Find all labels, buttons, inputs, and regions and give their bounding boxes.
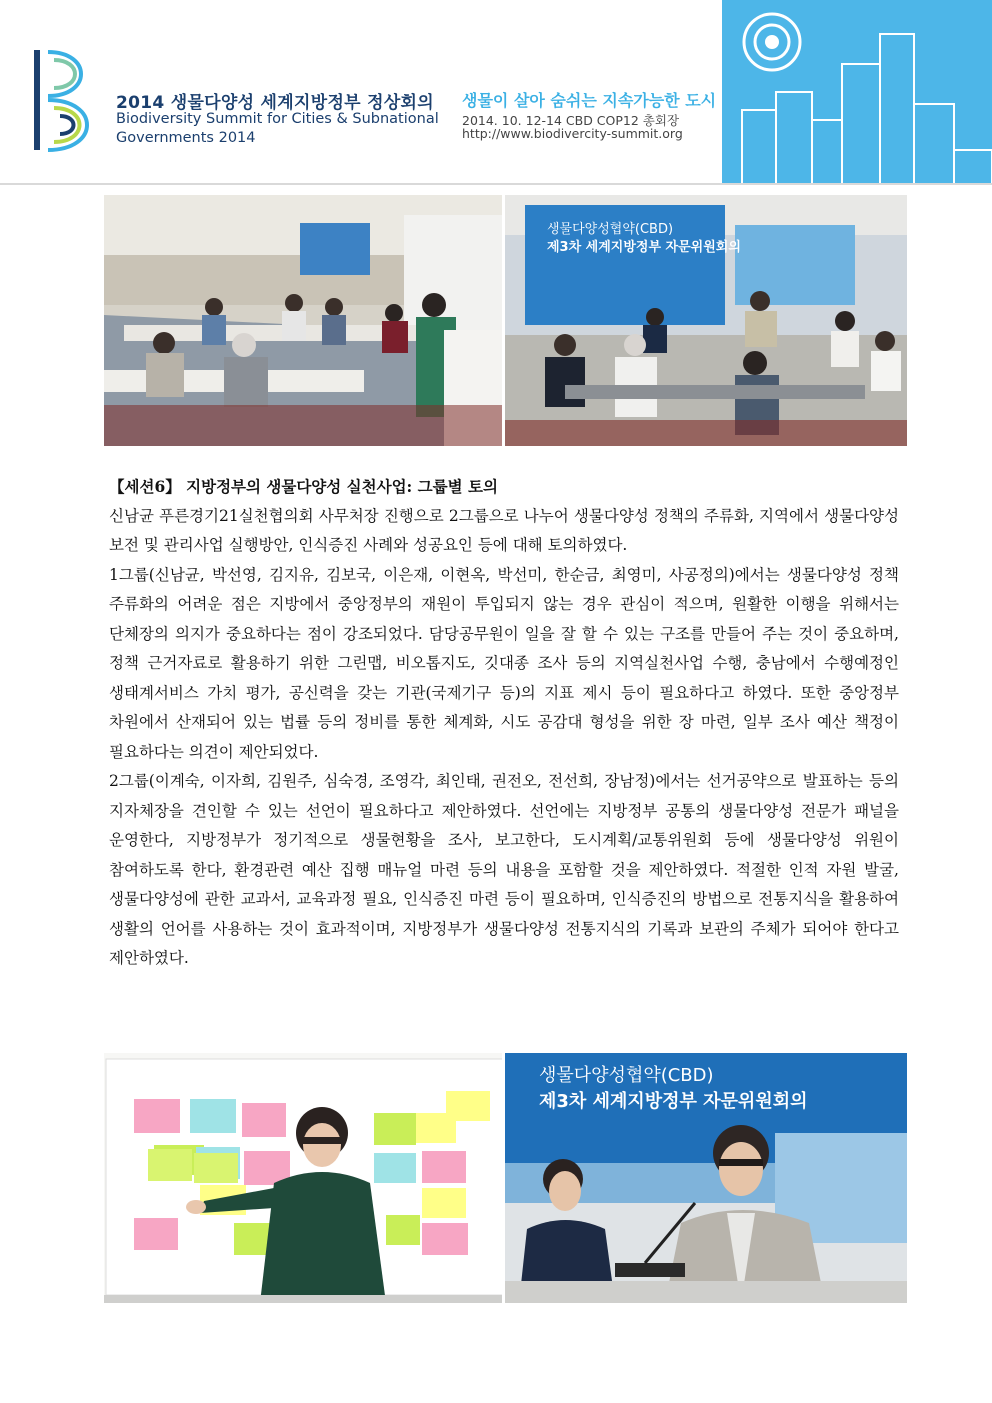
summit-title-korean: 2014 생물다양성 세계지방정부 정상회의: [116, 93, 434, 113]
summit-title-english-line1: Biodiversity Summit for Cities & Subnational: [116, 111, 439, 127]
svg-text:제3차 세계지방정부 자문위원회의: 제3차 세계지방정부 자문위원회의: [539, 1091, 808, 1112]
header-divider: [0, 183, 992, 185]
section-title: 【세션6】 지방정부의 생물다양성 실천사업: 그룹별 토의: [109, 477, 498, 496]
article-body: [109, 472, 899, 974]
paragraph-intro: 신남균 푸른경기21실천협의회 사무처장 진행으로 2그룹으로 나누어 생물다양성 정책의 주류화, 지역에서 생물다양성 보전 및 관리사업 실행방안, 인식증진 사례와 성공요인 등에 대해 토의하였다.: [109, 506, 899, 554]
banner-text-line2: 제3차 세계지방정부 자문위원회의: [547, 240, 741, 255]
photo-advisory-roundtable: [505, 195, 907, 446]
svg-text:생물다양성협약(CBD): 생물다양성협약(CBD): [539, 1065, 714, 1086]
event-date-venue: 2014. 10. 12-14 CBD COP12 총회장: [462, 113, 680, 128]
banner-text-line1: 생물다양성협약(CBD): [547, 222, 674, 237]
paragraph-group2: 2그룹(이계숙, 이자희, 김원주, 심숙경, 조영각, 최인태, 권전오, 전선희, 장남정)에서는 선거공약으로 발표하는 등의 지자체장을 견인할 수 있는 선언이 필요하다고 제안하였다. 선언에는 지방정부 공통의 생물다양성 전문가 패널을 운영한다, 지방정부가 정기적으로 생물현황을 조사, 보고한다, 도시계획/교통위원회 등에 생물다양성 위원이 참여하도록 한다, 환경관련 예산 집행 매뉴얼 마련 등의 내용을 포함할 것을 제안하였다. 적절한 인적 자원 발굴, 생물다양성에 관한 교과서, 교육과정 필요, 인식증진 마련 등이 필요하며, 인식증진의 방법으로 전통지식을 활용하여 생활의 언어를 사용하는 것이 효과적이며, 지방정부가 생물다양성 전통지식의 기록과 보관의 주체가 되어야 한다고 제안하였다.: [109, 772, 899, 967]
summit-logo: [30, 44, 110, 156]
photo-panel-speakers: [505, 1053, 907, 1303]
summit-slogan: 생물이 살아 숨쉬는 지속가능한 도시: [462, 91, 717, 110]
photo-conference-room: [104, 195, 502, 446]
photo-presenter-sticky-notes: [104, 1053, 502, 1303]
header-city-graphic: [722, 0, 992, 184]
page-header: [0, 0, 992, 185]
paragraph-group1: 1그룹(신남균, 박선영, 김지유, 김보국, 이은재, 이현옥, 박선미, 한순금, 최영미, 사공정의)에서는 생물다양성 정책 주류화의 어려운 점은 지방에서 중앙정부의 재원이 투입되지 않는 경우 관심이 적으며, 원활한 이행을 위해서는 단체장의 의지가 중요하다는 점이 강조되었다. 담당공무원이 일을 잘 할 수 있는 구조를 만들어 주는 것이 중요하며, 정책 근거자료로 활용하기 위한 그린맵, 비오톱지도, 깃대종 조사 등의 지역실천사업 수행, 충남에서 수행예정인 생태계서비스 가치 평가, 공신력을 갖는 기관(국제기구 등)의 지표 제시 등이 필요하다고 하였다. 또한 중앙정부 차원에서 산재되어 있는 법률 등의 정비를 통한 체계화, 시도 공감대 형성을 위한 장 마련, 일부 조사 예산 책정이 필요하다는 의견이 제안되었다.: [109, 565, 899, 761]
summit-title-english-line2: Governments 2014: [116, 130, 256, 146]
event-website-link[interactable]: http://www.biodivercity-summit.org: [462, 126, 683, 141]
